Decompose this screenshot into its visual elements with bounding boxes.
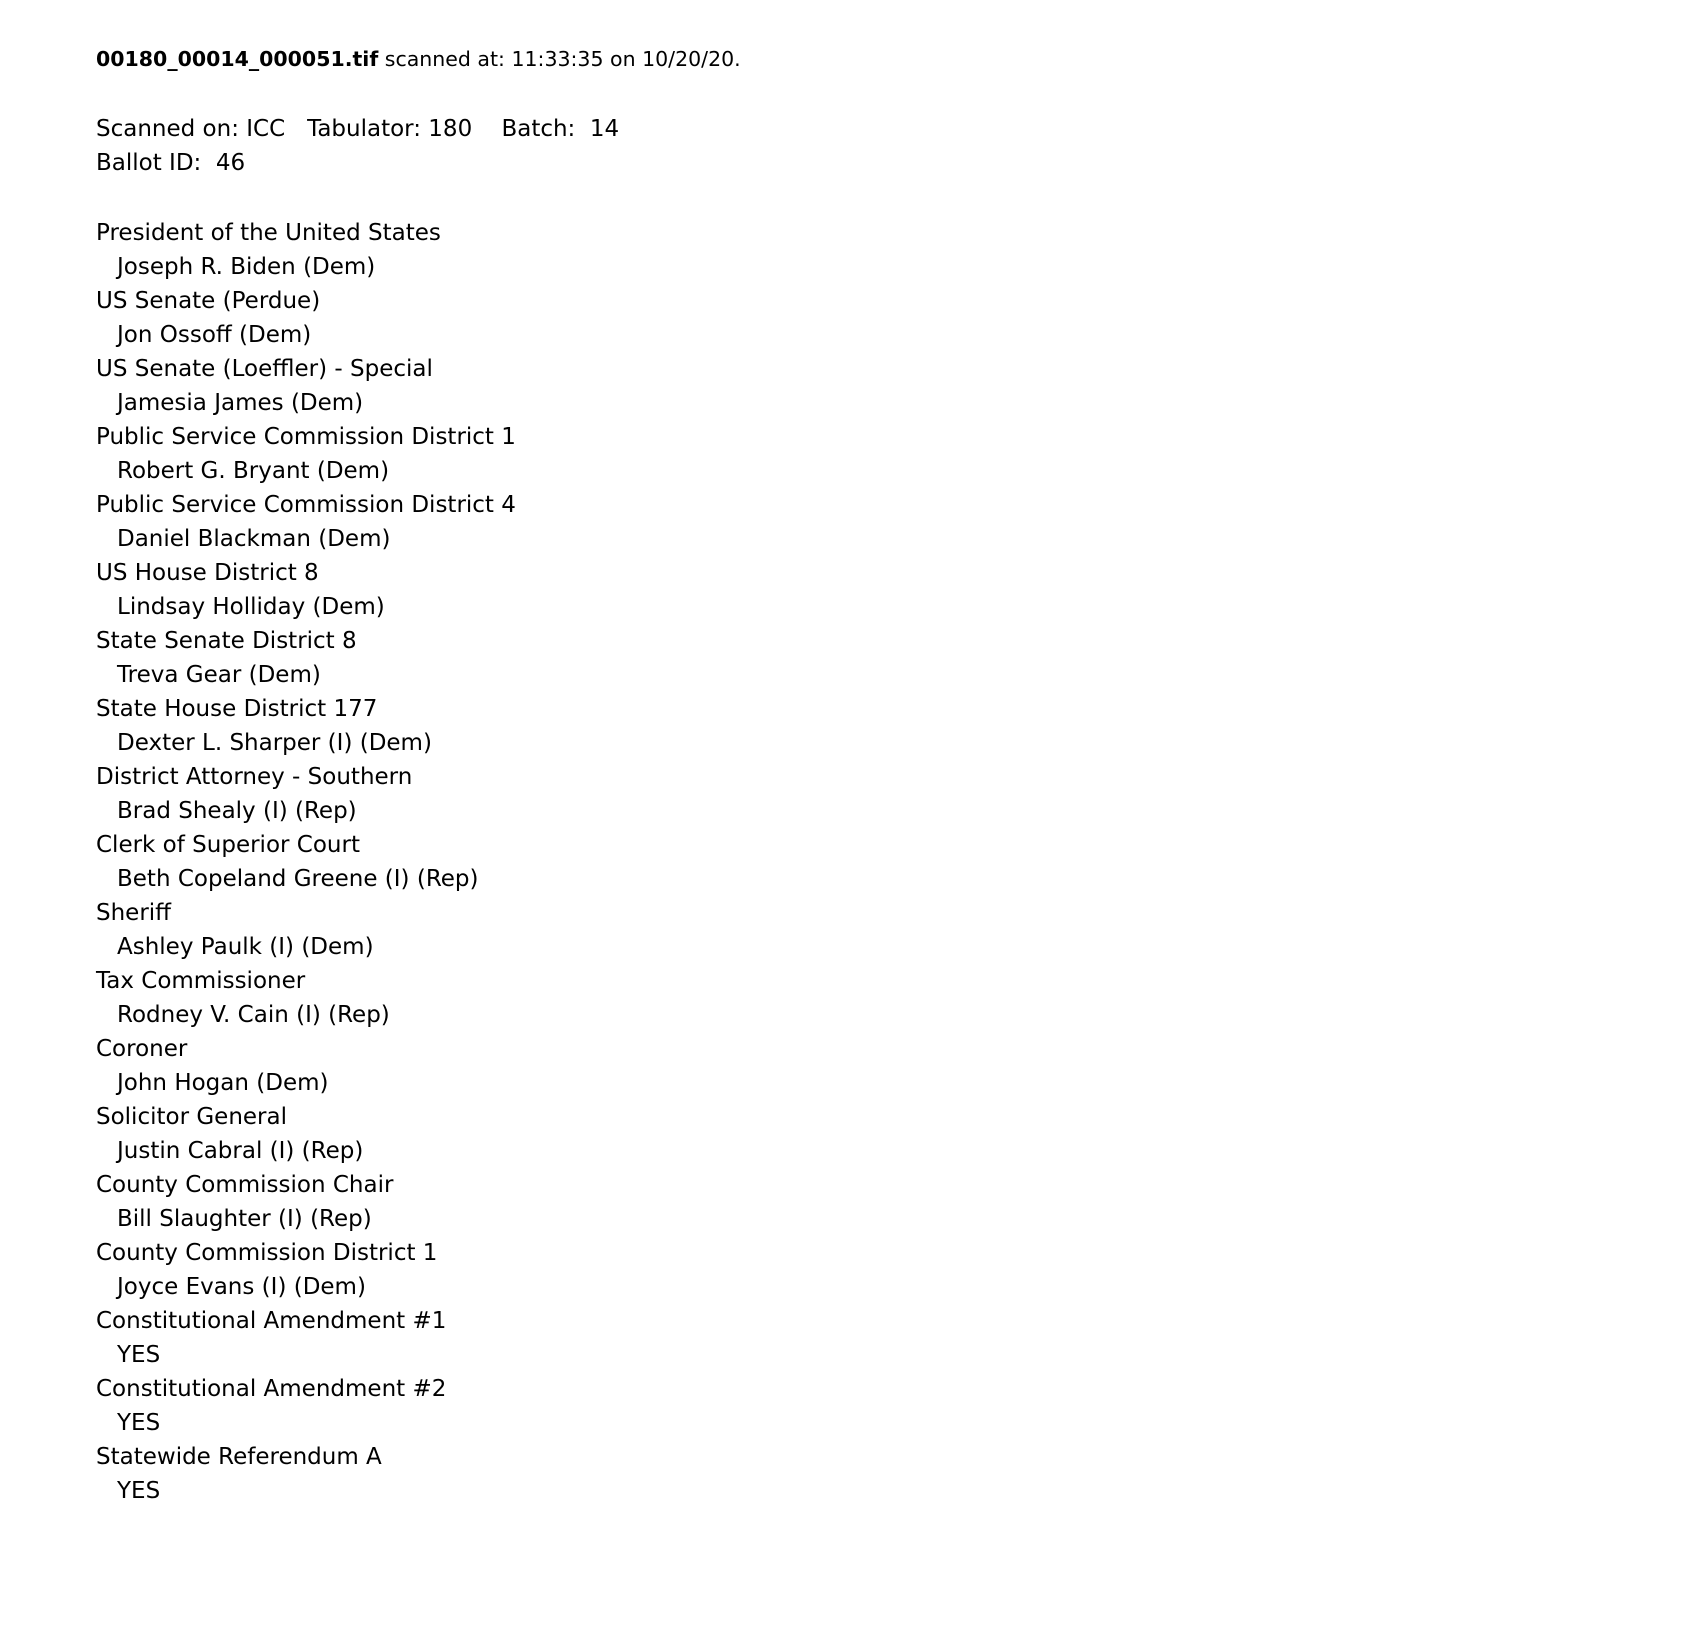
contest-item (96, 420, 1707, 488)
contest-choice: Joyce Evans (I) (Dem) (117, 1274, 366, 1300)
contest-item (96, 1100, 1707, 1168)
contest-title: State Senate District 8 (96, 628, 357, 654)
contest-item (96, 828, 1707, 896)
contest-title: Solicitor General (96, 1104, 287, 1130)
contest-choice: YES (117, 1342, 161, 1368)
contest-choice: Dexter L. Sharper (I) (Dem) (117, 730, 432, 756)
contest-title: Coroner (96, 1036, 188, 1062)
scan-file-header (96, 44, 1707, 74)
contest-choice: Robert G. Bryant (Dem) (117, 458, 390, 484)
contest-title: Tax Commissioner (96, 968, 306, 994)
contest-title: US Senate (Perdue) (96, 288, 321, 314)
contest-item (96, 1304, 1707, 1372)
contest-title: US Senate (Loeffler) - Special (96, 356, 433, 382)
contest-item (96, 760, 1707, 828)
contest-choice: Lindsay Holliday (Dem) (117, 594, 385, 620)
contest-choice: Beth Copeland Greene (I) (Rep) (117, 866, 479, 892)
contest-list (96, 216, 1707, 1508)
contest-item (96, 896, 1707, 964)
scan-meta-block (96, 112, 1707, 180)
contest-title: President of the United States (96, 220, 441, 246)
contest-title: County Commission District 1 (96, 1240, 438, 1266)
scan-meta-tabulator-line: Scanned on: ICC Tabulator: 180 Batch: 14 (96, 116, 620, 142)
contest-title: Statewide Referendum A (96, 1444, 382, 1470)
contest-choice: YES (117, 1410, 161, 1436)
contest-item (96, 1372, 1707, 1440)
contest-choice: Jon Ossoff (Dem) (117, 322, 312, 348)
scan-meta-ballot-id-line: Ballot ID: 46 (96, 150, 246, 176)
contest-item (96, 216, 1707, 284)
contest-choice: Treva Gear (Dem) (117, 662, 321, 688)
contest-title: County Commission Chair (96, 1172, 394, 1198)
contest-choice: Ashley Paulk (I) (Dem) (117, 934, 374, 960)
scan-timestamp: scanned at: 11:33:35 on 10/20/20. (378, 47, 741, 71)
contest-item (96, 1032, 1707, 1100)
contest-item (96, 692, 1707, 760)
contest-title: Constitutional Amendment #2 (96, 1376, 447, 1402)
contest-title: Constitutional Amendment #1 (96, 1308, 447, 1334)
contest-choice: Justin Cabral (I) (Rep) (117, 1138, 364, 1164)
contest-item (96, 556, 1707, 624)
contest-title: District Attorney - Southern (96, 764, 413, 790)
contest-choice: Daniel Blackman (Dem) (117, 526, 391, 552)
contest-title: Sheriff (96, 900, 172, 926)
contest-item (96, 1440, 1707, 1508)
contest-title: Public Service Commission District 4 (96, 492, 516, 518)
contest-choice: Joseph R. Biden (Dem) (117, 254, 376, 280)
contest-item (96, 284, 1707, 352)
contest-choice: Brad Shealy (I) (Rep) (117, 798, 357, 824)
contest-title: Clerk of Superior Court (96, 832, 360, 858)
contest-choice: YES (117, 1478, 161, 1504)
contest-choice: Bill Slaughter (I) (Rep) (117, 1206, 372, 1232)
contest-item (96, 964, 1707, 1032)
contest-title: Public Service Commission District 1 (96, 424, 516, 450)
contest-item (96, 1236, 1707, 1304)
contest-choice: Rodney V. Cain (I) (Rep) (117, 1002, 390, 1028)
contest-choice: Jamesia James (Dem) (117, 390, 364, 416)
contest-item (96, 1168, 1707, 1236)
contest-item (96, 352, 1707, 420)
contest-item (96, 624, 1707, 692)
contest-title: US House District 8 (96, 560, 319, 586)
scan-filename: 00180_00014_000051.tif (96, 47, 379, 71)
contest-item (96, 488, 1707, 556)
contest-choice: John Hogan (Dem) (117, 1070, 329, 1096)
contest-title: State House District 177 (96, 696, 378, 722)
